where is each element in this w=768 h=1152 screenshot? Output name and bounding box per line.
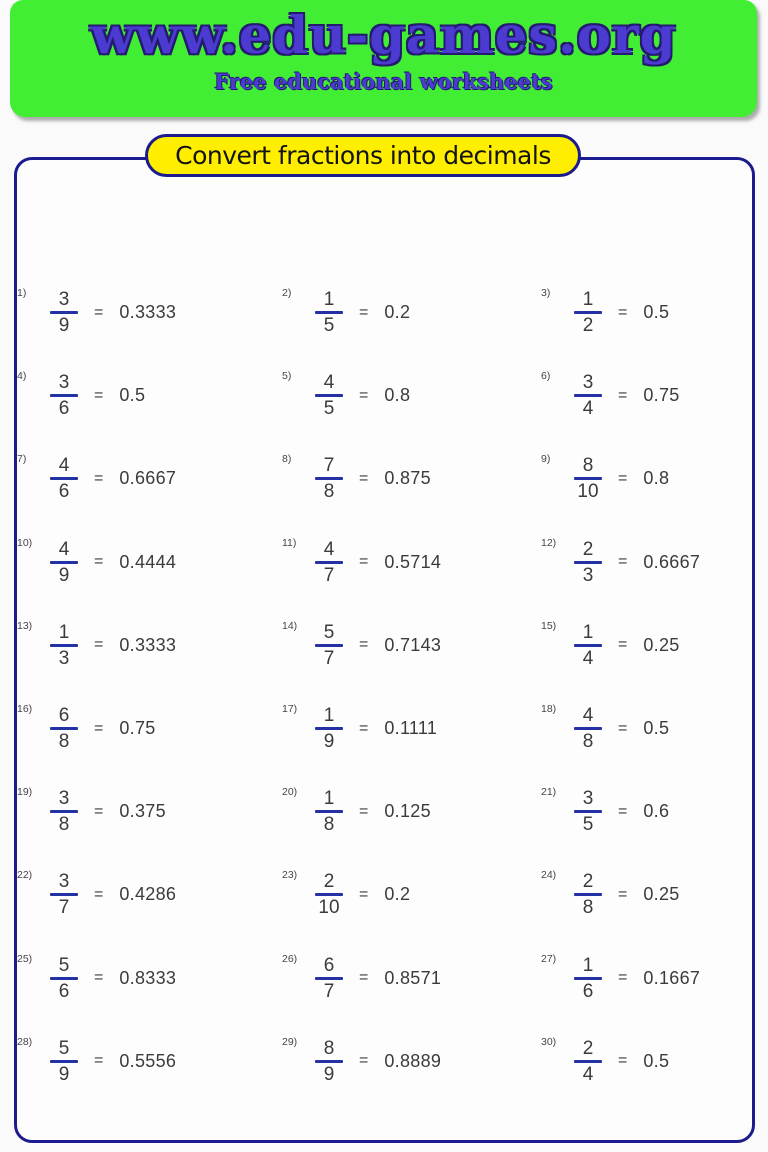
fraction-bar [315,394,343,397]
equals-sign: = [94,969,104,987]
problem-number: 3) [541,287,551,299]
fraction-bar [574,311,602,314]
fraction-numerator: 1 [323,289,335,311]
answer-value: 0.8571 [384,967,442,988]
fraction-bar [50,727,78,730]
equals-sign: = [618,885,628,903]
answer-value: 0.75 [119,718,156,739]
fraction-bar [50,477,78,480]
fraction-bar [574,977,602,980]
equals-sign: = [618,969,628,987]
answer-value: 0.3333 [119,634,177,655]
problem-item [541,521,752,604]
fraction [49,705,79,752]
fraction-bar [315,810,343,813]
fraction-numerator: 6 [58,705,70,727]
fraction [573,1038,603,1085]
fraction-denominator: 10 [577,481,599,503]
answer-value: 0.375 [119,801,166,822]
fraction-denominator: 8 [58,731,70,753]
equals-sign: = [94,885,104,903]
answer-value: 0.4286 [119,884,177,905]
fraction-numerator: 3 [582,788,594,810]
fraction-bar [50,311,78,314]
problem-number: 8) [282,453,292,466]
problem-item [541,437,752,520]
equals-sign: = [359,969,369,987]
fraction-numerator: 3 [582,372,594,394]
equals-sign: = [618,386,628,404]
fraction-bar [574,810,602,813]
fraction-denominator: 6 [58,980,70,1002]
problem-item [282,1020,541,1103]
fraction-denominator: 3 [582,564,594,586]
fraction-numerator: 1 [582,289,594,311]
problem-number: 30) [541,1035,557,1048]
answer-value: 0.4444 [119,551,177,572]
answer-value: 0.2 [384,302,411,323]
equals-sign: = [618,802,628,820]
answer-value: 0.5 [643,302,670,323]
fraction [49,1038,79,1085]
fraction-denominator: 7 [323,564,335,586]
answer-value: 0.5714 [384,551,442,572]
site-title: www.edu-games.org [90,6,677,66]
answer-value: 0.25 [643,634,680,655]
equals-sign: = [94,802,104,820]
fraction-numerator: 4 [323,538,335,560]
fraction-denominator: 9 [323,731,335,753]
fraction-bar [574,394,602,397]
problem-number: 18) [541,702,557,715]
problem-number: 15) [541,619,557,632]
problem-item [17,271,282,354]
problem-item [541,687,752,770]
fraction-numerator: 4 [58,455,70,477]
fraction-bar [50,561,78,564]
problem-number: 17) [282,702,298,715]
site-banner [10,0,757,117]
problem-number: 19) [17,786,33,799]
fraction-bar [315,727,343,730]
fraction-numerator: 1 [323,705,335,727]
answer-value: 0.75 [643,385,680,406]
answer-value: 0.8 [643,468,670,489]
fraction-bar [315,893,343,896]
answer-value: 0.1111 [384,718,438,739]
fraction-denominator: 2 [582,315,594,337]
equals-sign: = [94,386,104,404]
equals-sign: = [94,719,104,737]
problem-item [541,604,752,687]
fraction-numerator: 4 [323,372,335,394]
fraction-bar [574,477,602,480]
fraction-numerator: 7 [323,455,335,477]
fraction-numerator: 5 [58,1037,70,1059]
fraction-numerator: 4 [58,538,70,560]
problem-number: 12) [541,536,557,549]
fraction-denominator: 9 [58,1063,70,1085]
fraction-numerator: 4 [582,705,594,727]
answer-value: 0.8 [384,385,411,406]
problems-grid [17,271,752,1103]
answer-value: 0.5 [643,718,670,739]
site-tagline: Free educational worksheets [214,69,553,94]
fraction-denominator: 7 [323,980,335,1002]
fraction-denominator: 9 [58,315,70,337]
equals-sign: = [94,469,104,487]
fraction [314,539,344,586]
problem-item [541,354,752,437]
fraction [573,289,603,336]
equals-sign: = [359,885,369,903]
fraction-denominator: 7 [323,647,335,669]
fraction-numerator: 1 [582,954,594,976]
fraction [573,705,603,752]
fraction-bar [574,644,602,647]
problem-item [282,687,541,770]
problem-item [17,853,282,936]
fraction-denominator: 6 [58,398,70,420]
fraction [49,788,79,835]
fraction-numerator: 3 [58,788,70,810]
answer-value: 0.5556 [119,1050,177,1071]
problem-number: 14) [282,619,298,632]
fraction-bar [315,477,343,480]
equals-sign: = [359,802,369,820]
fraction-denominator: 8 [582,731,594,753]
equals-sign: = [359,386,369,404]
problem-number: 1) [17,287,27,299]
fraction [573,372,603,419]
fraction [49,455,79,502]
fraction-numerator: 6 [323,954,335,976]
fraction-numerator: 3 [58,372,70,394]
problem-item [282,271,541,354]
answer-value: 0.8889 [384,1050,442,1071]
problem-number: 2) [282,287,292,299]
problem-number: 25) [17,952,33,965]
problem-item [17,354,282,437]
fraction-numerator: 3 [58,871,70,893]
fraction-denominator: 8 [323,814,335,836]
fraction [314,871,344,918]
fraction-numerator: 3 [58,289,70,311]
fraction-bar [574,561,602,564]
equals-sign: = [94,636,104,654]
problem-number: 23) [282,869,298,882]
problem-number: 10) [17,536,33,549]
fraction [49,539,79,586]
fraction-denominator: 5 [582,814,594,836]
answer-value: 0.2 [384,884,411,905]
fraction-bar [574,1060,602,1063]
fraction-denominator: 8 [58,814,70,836]
answer-value: 0.25 [643,884,680,905]
answer-value: 0.6667 [643,551,701,572]
fraction-denominator: 4 [582,647,594,669]
worksheet-box [14,141,755,1143]
answer-value: 0.5 [643,1050,670,1071]
fraction-numerator: 1 [582,621,594,643]
problem-item [17,604,282,687]
fraction [49,955,79,1002]
fraction-bar [50,977,78,980]
fraction-bar [315,561,343,564]
answer-value: 0.5 [119,385,146,406]
equals-sign: = [618,303,628,321]
fraction-numerator: 1 [323,788,335,810]
equals-sign: = [359,469,369,487]
fraction-denominator: 3 [58,647,70,669]
fraction [49,372,79,419]
problem-item [17,437,282,520]
fraction-bar [315,311,343,314]
equals-sign: = [618,553,628,571]
fraction [573,622,603,669]
fraction [573,955,603,1002]
answer-value: 0.3333 [119,302,177,323]
fraction-bar [315,1060,343,1063]
answer-value: 0.125 [384,801,431,822]
problem-number: 29) [282,1035,298,1048]
fraction-denominator: 7 [58,897,70,919]
problem-item [541,853,752,936]
fraction [314,1038,344,1085]
problem-number: 11) [282,536,297,549]
problem-number: 22) [17,869,33,882]
equals-sign: = [359,1052,369,1070]
problem-number: 20) [282,786,298,799]
answer-value: 0.8333 [119,967,177,988]
fraction-numerator: 8 [582,455,594,477]
fraction-bar [50,1060,78,1063]
fraction-denominator: 4 [582,1063,594,1085]
fraction [314,705,344,752]
fraction-bar [315,977,343,980]
problem-item [282,437,541,520]
fraction [314,455,344,502]
worksheet-title: Convert fractions into decimals [145,134,581,177]
fraction-bar [574,727,602,730]
problem-item [541,937,752,1020]
equals-sign: = [618,469,628,487]
fraction-numerator: 5 [323,621,335,643]
fraction-denominator: 9 [58,564,70,586]
fraction [314,955,344,1002]
fraction-numerator: 8 [323,1037,335,1059]
fraction-bar [50,644,78,647]
problem-item [282,604,541,687]
equals-sign: = [94,553,104,571]
problem-item [17,770,282,853]
fraction [573,788,603,835]
fraction [49,622,79,669]
equals-sign: = [618,719,628,737]
fraction-numerator: 2 [582,871,594,893]
fraction [49,289,79,336]
fraction-numerator: 2 [323,871,335,893]
problem-item [17,937,282,1020]
answer-value: 0.6 [643,801,670,822]
fraction-bar [50,810,78,813]
answer-value: 0.7143 [384,634,442,655]
problem-number: 27) [541,952,557,965]
fraction-bar [50,893,78,896]
equals-sign: = [94,1052,104,1070]
fraction-denominator: 8 [582,897,594,919]
problem-item [17,687,282,770]
problem-item [282,354,541,437]
equals-sign: = [618,1052,628,1070]
problem-number: 21) [541,786,557,799]
answer-value: 0.1667 [643,967,701,988]
problem-number: 16) [17,702,33,715]
equals-sign: = [359,553,369,571]
fraction [314,289,344,336]
problem-item [541,271,752,354]
problem-item [17,1020,282,1103]
fraction-numerator: 5 [58,954,70,976]
problem-item [282,770,541,853]
problem-item [282,853,541,936]
equals-sign: = [618,636,628,654]
fraction [314,372,344,419]
fraction [314,788,344,835]
equals-sign: = [359,636,369,654]
problem-item [541,770,752,853]
problem-item [17,521,282,604]
equals-sign: = [359,303,369,321]
fraction-denominator: 8 [323,481,335,503]
fraction-denominator: 9 [323,1063,335,1085]
problem-number: 6) [541,370,551,383]
fraction-denominator: 5 [323,398,335,420]
fraction [573,539,603,586]
problem-item [541,1020,752,1103]
problem-number: 13) [17,619,33,632]
answer-value: 0.875 [384,468,431,489]
fraction-denominator: 5 [323,315,335,337]
fraction [314,622,344,669]
equals-sign: = [359,719,369,737]
problem-number: 5) [282,370,292,383]
problem-item [282,521,541,604]
problem-number: 28) [17,1035,33,1048]
fraction [573,871,603,918]
fraction-denominator: 6 [582,980,594,1002]
fraction-numerator: 1 [58,621,70,643]
equals-sign: = [94,303,104,321]
problem-item [282,937,541,1020]
answer-value: 0.6667 [119,468,177,489]
fraction [573,455,603,502]
fraction-denominator: 10 [318,897,340,919]
problem-number: 24) [541,869,557,882]
problem-number: 4) [17,370,27,383]
problem-number: 7) [17,453,27,466]
problem-number: 26) [282,952,298,965]
fraction-bar [574,893,602,896]
fraction-bar [50,394,78,397]
fraction [49,871,79,918]
problem-number: 9) [541,453,551,466]
fraction-numerator: 2 [582,538,594,560]
fraction-numerator: 2 [582,1037,594,1059]
fraction-denominator: 4 [582,398,594,420]
fraction-bar [315,644,343,647]
fraction-denominator: 6 [58,481,70,503]
